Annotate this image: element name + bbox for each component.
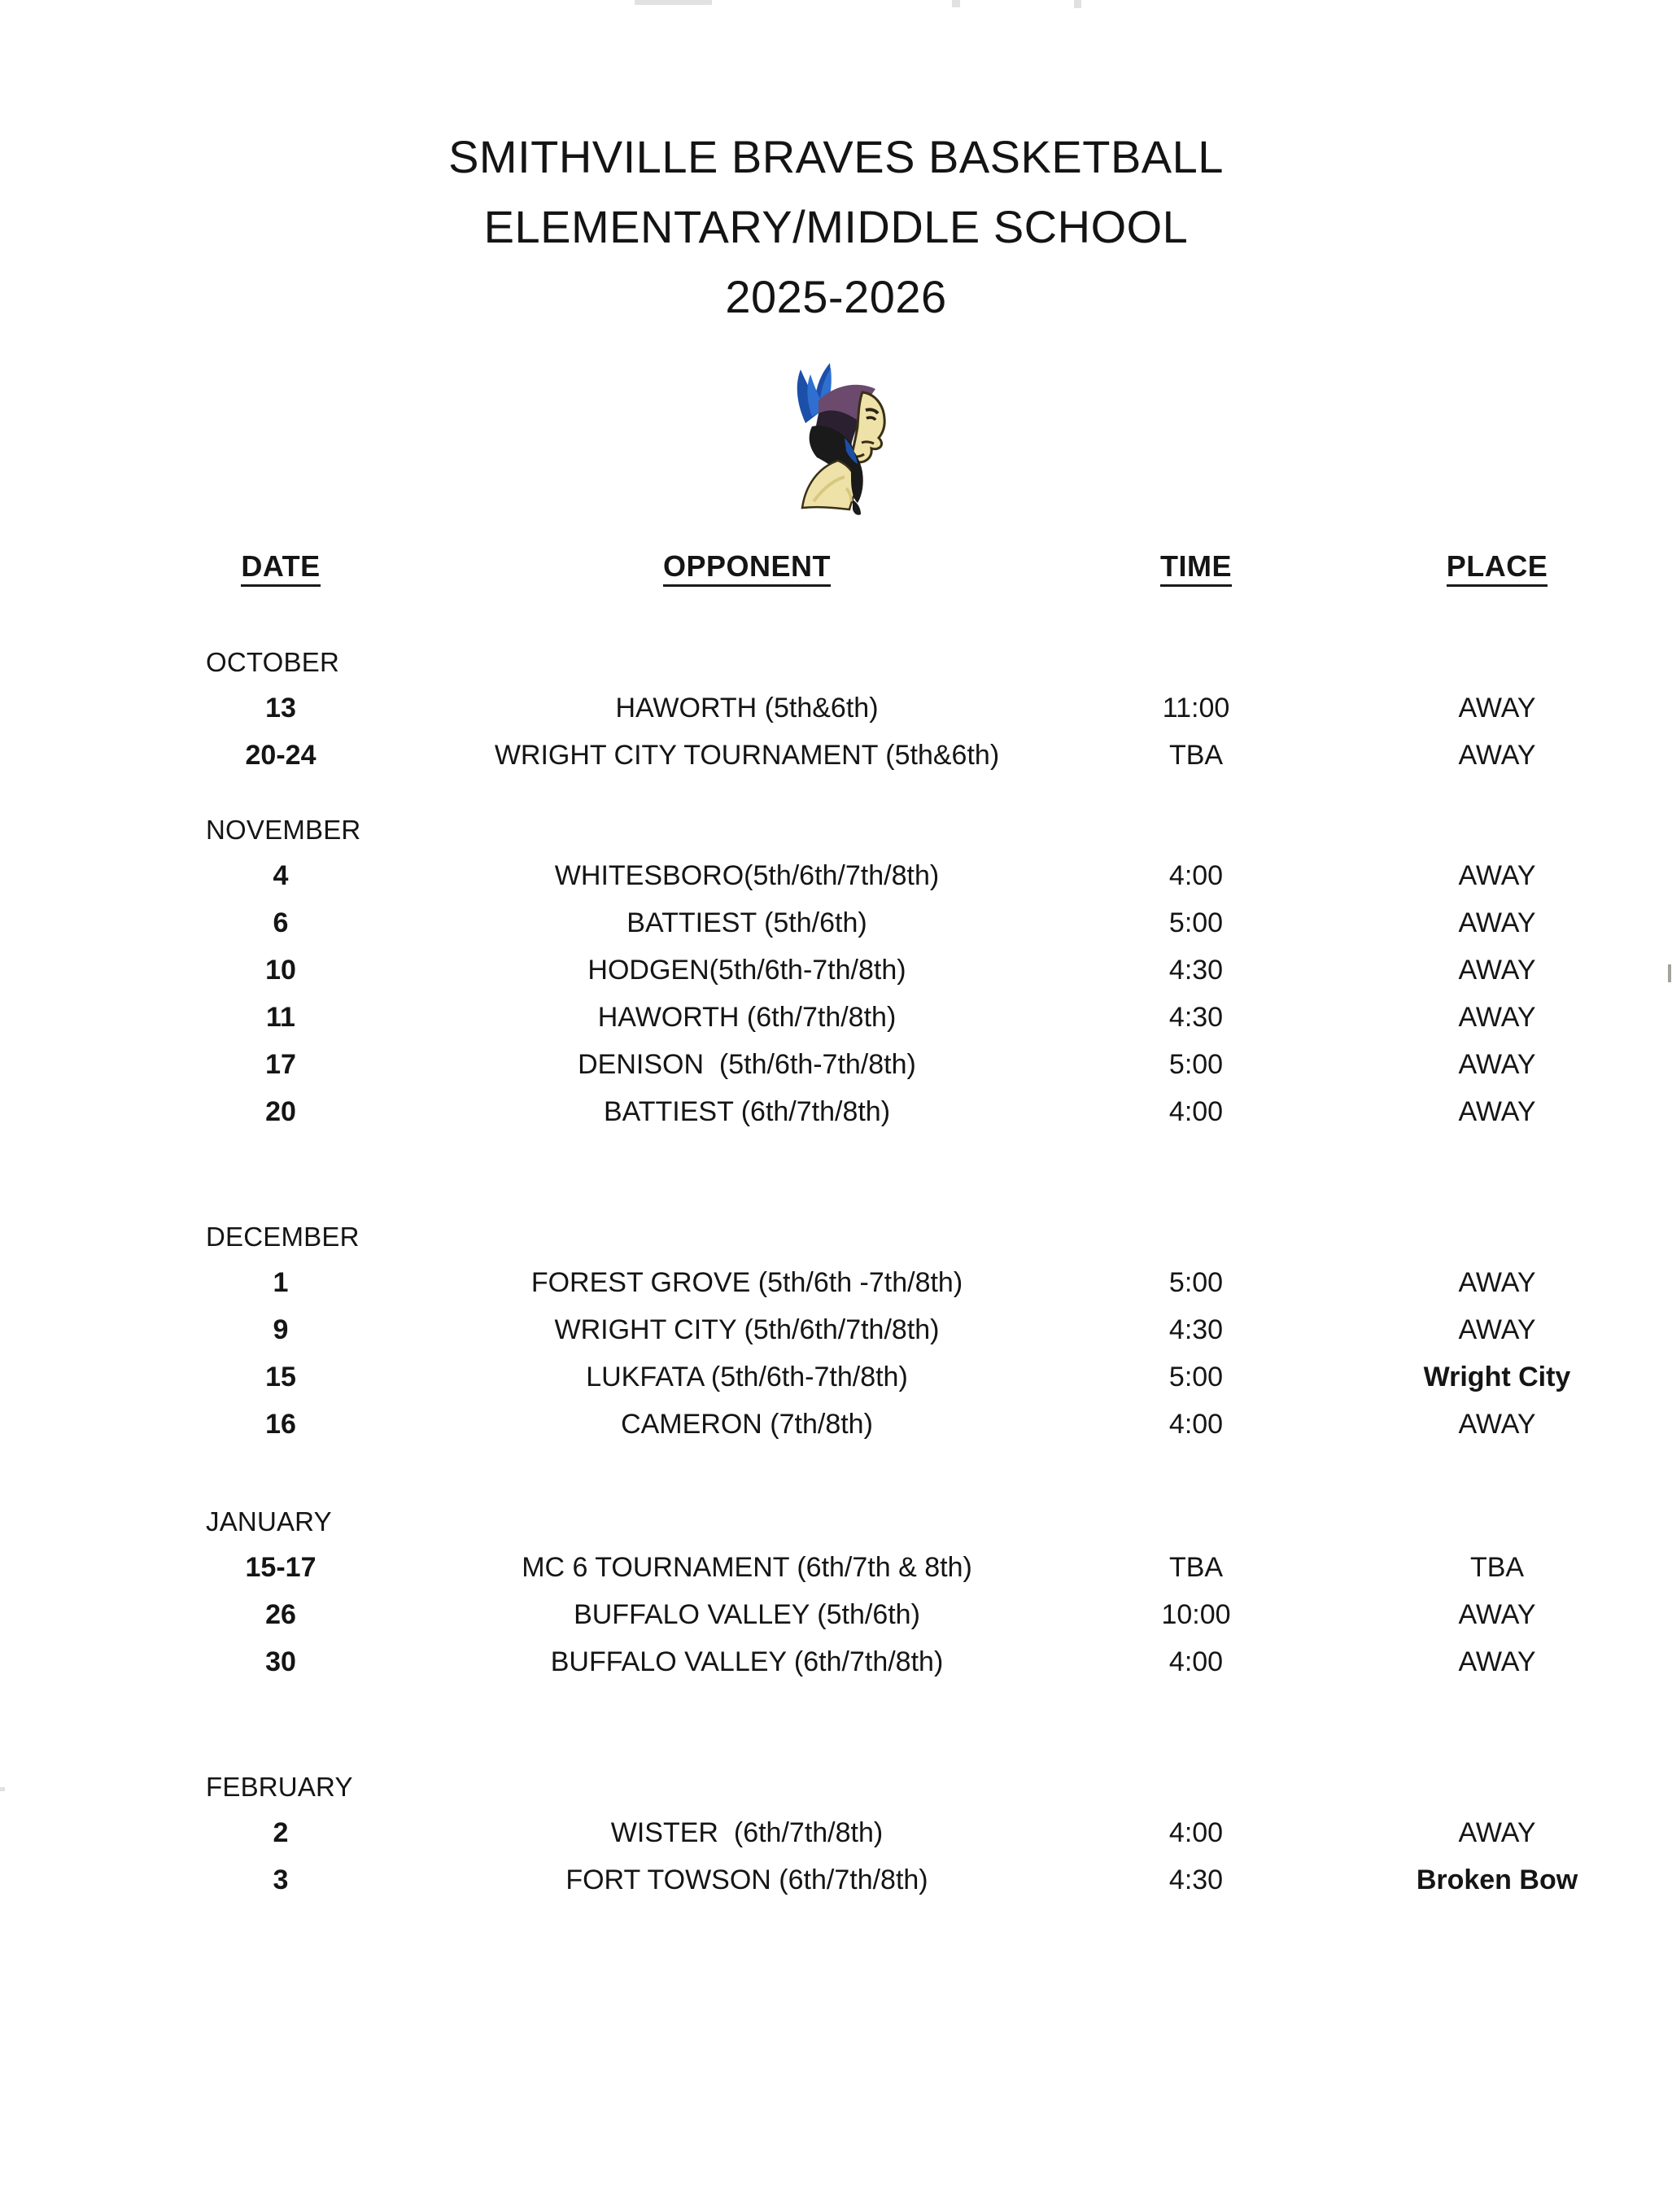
game-place: AWAY bbox=[1458, 1314, 1536, 1345]
game-date: 6 bbox=[273, 907, 289, 938]
title-line-2: ELEMENTARY/MIDDLE SCHOOL bbox=[483, 201, 1189, 252]
game-date: 20-24 bbox=[245, 740, 317, 771]
game-opponent: BUFFALO VALLEY (5th/6th) bbox=[574, 1599, 920, 1630]
table-row bbox=[0, 1595, 1672, 1642]
month-label: OCTOBER bbox=[206, 647, 339, 677]
game-opponent: FOREST GROVE (5th/6th -7th/8th) bbox=[530, 1267, 963, 1298]
game-time: 11:00 bbox=[1162, 693, 1230, 723]
game-time: 4:00 bbox=[1168, 1646, 1224, 1677]
braves-mascot-logo bbox=[0, 348, 1672, 540]
table-row bbox=[0, 1263, 1672, 1310]
game-date: 9 bbox=[273, 1314, 289, 1345]
game-time: 4:00 bbox=[1168, 860, 1224, 891]
scan-artifact bbox=[635, 0, 712, 5]
game-time: 4:30 bbox=[1168, 1314, 1224, 1345]
game-opponent: HODGEN(5th/6th-7th/8th) bbox=[587, 955, 906, 986]
game-place: AWAY bbox=[1458, 693, 1536, 723]
game-date: 3 bbox=[273, 1864, 289, 1895]
table-row bbox=[0, 1860, 1672, 1908]
game-date: 13 bbox=[265, 693, 296, 723]
month-row-december bbox=[0, 1217, 1672, 1263]
month-row-february bbox=[0, 1768, 1672, 1813]
page-title bbox=[0, 122, 1672, 332]
game-date: 17 bbox=[265, 1049, 296, 1080]
game-opponent: BATTIEST (5th/6th) bbox=[626, 907, 867, 938]
game-opponent: WHITESBORO(5th/6th/7th/8th) bbox=[554, 860, 940, 891]
column-header-opponent: OPPONENT bbox=[405, 547, 1089, 586]
game-time: 10:00 bbox=[1161, 1599, 1231, 1630]
table-row bbox=[0, 1642, 1672, 1690]
game-place: AWAY bbox=[1458, 860, 1536, 891]
column-header-date: DATE bbox=[159, 547, 403, 586]
game-place: AWAY bbox=[1458, 1096, 1536, 1127]
game-place: Broken Bow bbox=[1416, 1864, 1578, 1895]
game-place: TBA bbox=[1469, 1552, 1525, 1583]
game-date: 30 bbox=[265, 1646, 296, 1677]
month-row-january bbox=[0, 1502, 1672, 1548]
game-date: 15-17 bbox=[245, 1552, 317, 1583]
scan-artifact bbox=[1074, 0, 1081, 8]
table-row bbox=[0, 1092, 1672, 1139]
game-time: 4:00 bbox=[1168, 1096, 1224, 1127]
game-opponent: MC 6 TOURNAMENT (6th/7th & 8th) bbox=[522, 1552, 972, 1583]
game-date: 10 bbox=[265, 955, 296, 986]
game-opponent: WRIGHT CITY (5th/6th/7th/8th) bbox=[554, 1314, 940, 1345]
game-date: 26 bbox=[265, 1599, 296, 1630]
game-time: 4:30 bbox=[1168, 1002, 1224, 1033]
game-place: AWAY bbox=[1458, 907, 1536, 938]
month-row-november bbox=[0, 811, 1672, 856]
game-place: AWAY bbox=[1458, 955, 1536, 986]
game-time: 5:00 bbox=[1168, 1049, 1224, 1080]
game-date: 20 bbox=[265, 1096, 296, 1127]
game-date: 4 bbox=[273, 860, 289, 891]
table-row bbox=[0, 856, 1672, 903]
game-place: AWAY bbox=[1458, 740, 1536, 771]
table-row bbox=[0, 1405, 1672, 1452]
game-opponent: HAWORTH (6th/7th/8th) bbox=[597, 1002, 897, 1033]
column-header-place: PLACE bbox=[1351, 547, 1644, 586]
game-time: 5:00 bbox=[1168, 907, 1224, 938]
month-label: NOVEMBER bbox=[206, 815, 361, 845]
braves-mascot-icon bbox=[755, 348, 918, 523]
column-header-time: TIME bbox=[1094, 547, 1298, 586]
table-row bbox=[0, 1357, 1672, 1405]
game-date: 15 bbox=[265, 1362, 296, 1392]
table-row bbox=[0, 1045, 1672, 1092]
game-opponent: FORT TOWSON (6th/7th/8th) bbox=[565, 1864, 928, 1895]
table-row bbox=[0, 1310, 1672, 1357]
game-time: 4:00 bbox=[1168, 1409, 1224, 1440]
scan-artifact bbox=[952, 0, 960, 7]
game-date: 11 bbox=[266, 1002, 295, 1033]
game-opponent: HAWORTH (5th&6th) bbox=[615, 693, 879, 723]
month-label: FEBRUARY bbox=[206, 1772, 353, 1802]
game-opponent: BATTIEST (6th/7th/8th) bbox=[603, 1096, 891, 1127]
game-time: TBA bbox=[1168, 1552, 1224, 1583]
game-opponent: CAMERON (7th/8th) bbox=[621, 1409, 873, 1440]
game-place: AWAY bbox=[1458, 1049, 1536, 1080]
spacer bbox=[0, 783, 1672, 811]
table-header-row bbox=[0, 547, 1672, 615]
game-date: 16 bbox=[265, 1409, 296, 1440]
table-row bbox=[0, 903, 1672, 951]
spacer bbox=[0, 1690, 1672, 1768]
title-line-3: 2025-2026 bbox=[725, 271, 947, 322]
title-line-1: SMITHVILLE BRAVES BASKETBALL bbox=[448, 131, 1224, 182]
game-time: TBA bbox=[1168, 740, 1224, 771]
table-row bbox=[0, 951, 1672, 998]
spacer bbox=[0, 1139, 1672, 1217]
game-opponent: BUFFALO VALLEY (6th/7th/8th) bbox=[550, 1646, 944, 1677]
table-row bbox=[0, 1813, 1672, 1860]
game-opponent: LUKFATA (5th/6th-7th/8th) bbox=[586, 1362, 908, 1392]
game-time: 4:30 bbox=[1168, 1864, 1224, 1895]
game-opponent: DENISON (5th/6th-7th/8th) bbox=[578, 1049, 916, 1080]
game-time: 5:00 bbox=[1168, 1267, 1224, 1298]
game-place: AWAY bbox=[1458, 1409, 1536, 1440]
game-opponent: WRIGHT CITY TOURNAMENT (5th&6th) bbox=[494, 740, 1000, 771]
game-place: AWAY bbox=[1458, 1646, 1536, 1677]
spacer bbox=[0, 1452, 1672, 1502]
table-row bbox=[0, 1548, 1672, 1595]
game-opponent: WISTER (6th/7th/8th) bbox=[610, 1817, 884, 1848]
game-time: 5:00 bbox=[1168, 1362, 1224, 1392]
game-place: Wright City bbox=[1423, 1362, 1571, 1392]
table-row bbox=[0, 736, 1672, 783]
table-row bbox=[0, 689, 1672, 736]
game-place: AWAY bbox=[1458, 1817, 1536, 1848]
game-time: 4:30 bbox=[1168, 955, 1224, 986]
spacer bbox=[0, 615, 1672, 643]
table-row bbox=[0, 998, 1672, 1045]
game-place: AWAY bbox=[1458, 1267, 1536, 1298]
game-place: AWAY bbox=[1458, 1002, 1536, 1033]
month-label: DECEMBER bbox=[206, 1222, 360, 1252]
game-place: AWAY bbox=[1458, 1599, 1536, 1630]
game-date: 2 bbox=[273, 1817, 289, 1848]
schedule-table bbox=[0, 547, 1672, 1908]
month-label: JANUARY bbox=[206, 1506, 332, 1537]
game-date: 1 bbox=[273, 1267, 289, 1298]
month-row-october bbox=[0, 643, 1672, 689]
game-time: 4:00 bbox=[1168, 1817, 1224, 1848]
